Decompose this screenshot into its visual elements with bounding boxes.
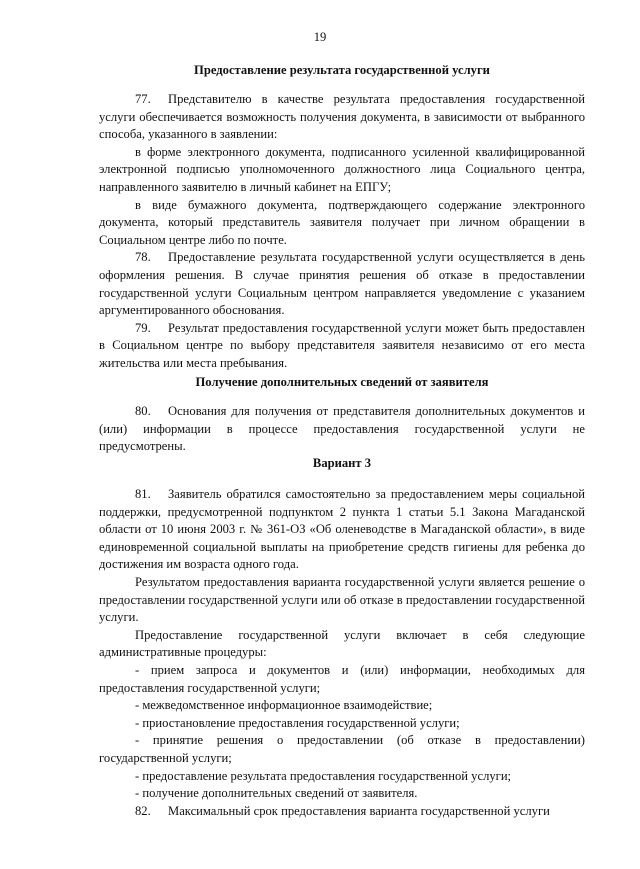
- paragraph-text: Максимальный срок предоставления варианта государственной услуги: [168, 803, 550, 818]
- list-item: - межведомственное информационное взаимодействие;: [135, 698, 433, 713]
- paragraph-79: [99, 320, 585, 373]
- paragraph-77: [99, 91, 585, 144]
- paragraph-text: Заявитель обратился самостоятельно за предоставлением меры социальной поддержки, предусмотренной подпунктом 2 пункта 1 статьи 5.1 Закона Магаданской области от 10 июня 2003 г. № 361-ОЗ «Об оленеводстве в Магаданской области», в виде единовременной социальной выплаты на приобретение средств гигиены для ребенка до достижения им возраста одного года.: [99, 487, 585, 572]
- section-result-body: [99, 91, 585, 373]
- paragraph-81: [99, 486, 585, 574]
- list-item: - принятие решения о предоставлении (об отказе в предоставлении) государственной услуги;: [99, 733, 585, 765]
- paragraph-text: Предоставление результата государственной услуги осуществляется в день оформления решения. В случае принятия решения об отказе в предоставлении государственной услуги Социальным центром направляется уведомление с указанием аргументированного обоснования.: [99, 250, 585, 318]
- list-item: - получение дополнительных сведений от заявителя.: [135, 786, 418, 801]
- paragraph-81-procedures: Предоставление государственной услуги включает в себя следующие административные процедуры:: [99, 627, 585, 660]
- section-heading-variant-3: Вариант 3: [312, 456, 372, 470]
- paragraph-text: Представителю в качестве результата предоставления государственной услуги обеспечивается возможность получения документа, в зависимости от выбранного способа, указанного в заявлении:: [99, 92, 585, 142]
- paragraph-77-paper: в виде бумажного документа, подтверждающего содержание электронного документа, который представитель заявителя получает при личном обращении в Социальном центре либо по почте.: [99, 197, 585, 247]
- paragraph-text: Результат предоставления государственной услуги может быть предоставлен в Социальном центре по выбору представителя заявителя независимо от его места жительства или места пребывания.: [99, 320, 585, 370]
- page-number: 19: [313, 30, 327, 44]
- paragraph-text: Основания для получения от представителя дополнительных документов и (или) информации в процессе предоставления государственной услуги не предусмотрены.: [99, 404, 585, 454]
- paragraph-78: [99, 249, 585, 319]
- paragraph-81-result: Результатом предоставления варианта государственной услуги является решение о предоставлении государственной услуги или об отказе в предоставлении государственной услуги.: [99, 574, 585, 625]
- paragraph-77-electronic: в форме электронного документа, подписанного усиленной квалифицированной электронной подписью уполномоченного должностного лица Социального центра, направленного заявителю в личный кабинет на ЕПГУ;: [99, 144, 585, 194]
- list-item: - приостановление предоставления государственной услуги;: [135, 715, 460, 730]
- paragraph-number: 80.: [135, 404, 151, 418]
- list-item: - прием запроса и документов и (или) информации, необходимых для предоставления государственной услуги;: [99, 662, 585, 695]
- list-item: - предоставление результата предоставления государственной услуги;: [135, 768, 512, 783]
- paragraph-number: 82.: [135, 803, 151, 818]
- section-variant-3-body: [99, 486, 585, 820]
- paragraph-80: [99, 403, 585, 456]
- paragraph-number: 77.: [135, 92, 151, 106]
- section-additional-info-body: [99, 403, 585, 456]
- section-heading-result: Предоставление результата государственной услуги: [194, 63, 490, 77]
- paragraph-number: 78.: [135, 250, 151, 265]
- paragraph-82: [99, 803, 585, 821]
- paragraph-number: 79.: [135, 320, 151, 335]
- section-heading-additional-info: Получение дополнительных сведений от заявителя: [195, 375, 489, 389]
- paragraph-number: 81.: [135, 487, 151, 501]
